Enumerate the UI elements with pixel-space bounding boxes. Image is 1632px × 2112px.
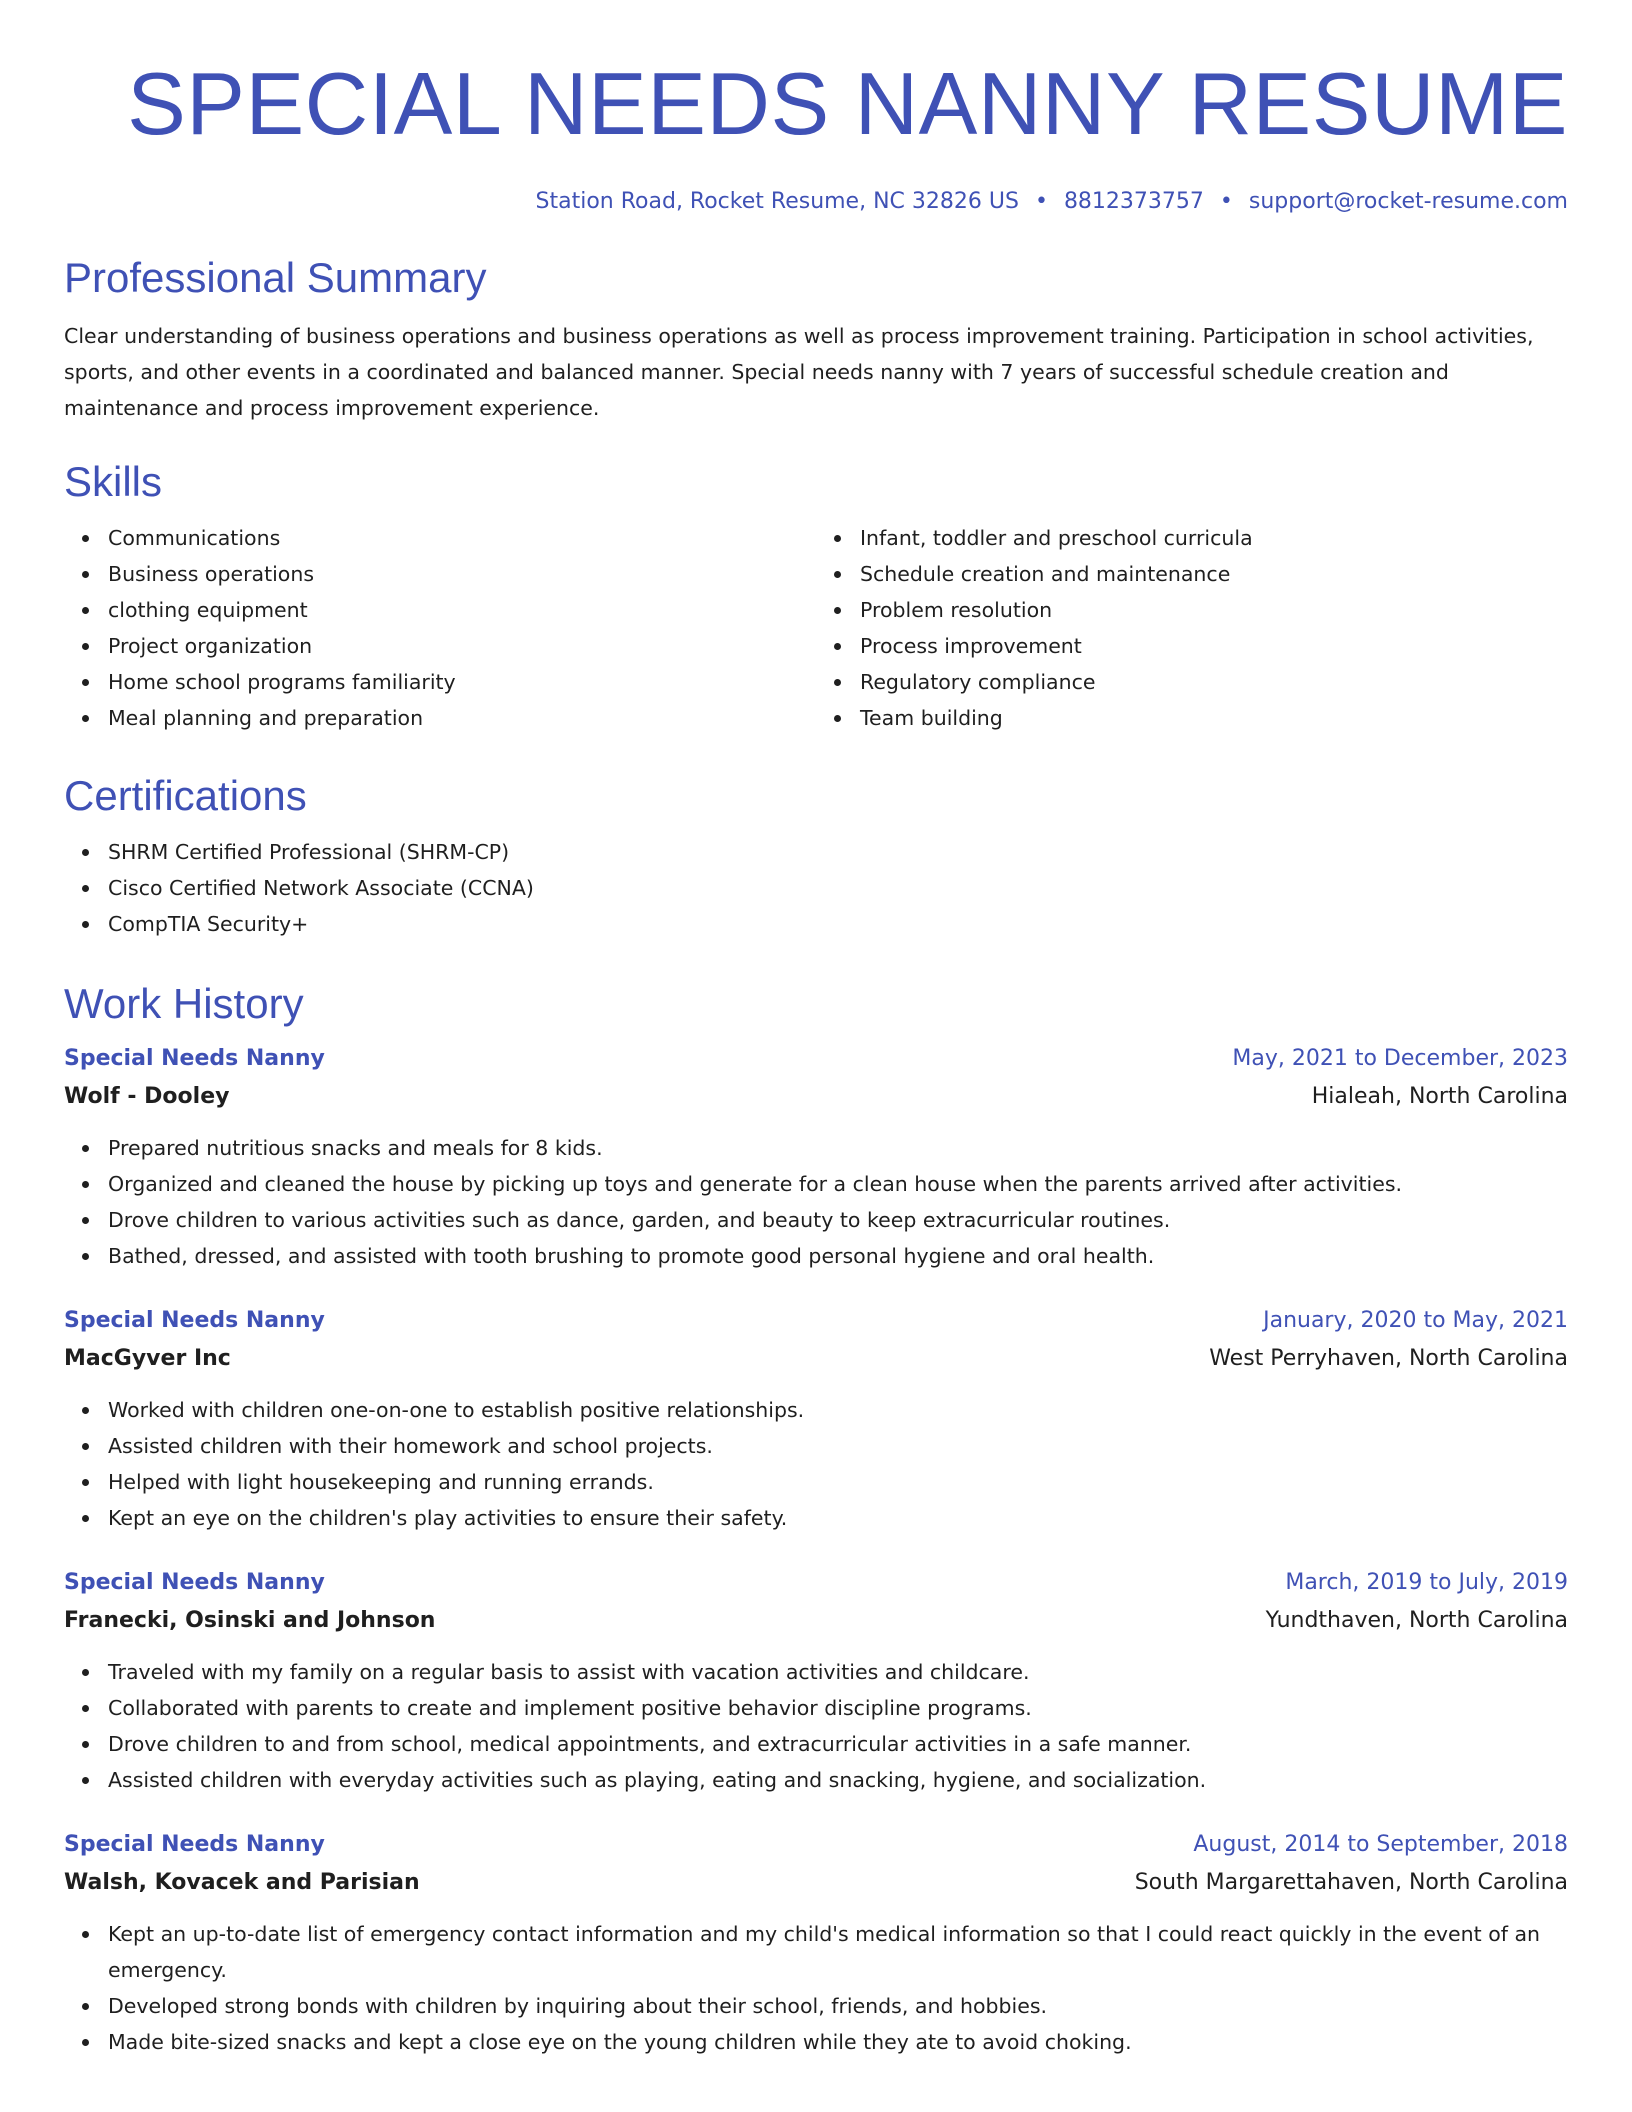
job-location: West Perryhaven, North Carolina: [1209, 1346, 1568, 1371]
job-bullet: Bathed, dressed, and assisted with tooth brushing to promote good personal hygiene and oral health.: [108, 1238, 1568, 1274]
job-company-row: [64, 1602, 1568, 1640]
job-entry: [64, 1564, 1568, 1798]
job-bullet: Drove children to various activities such as dance, garden, and beauty to keep extracurricular routines.: [108, 1202, 1568, 1238]
certifications-heading: Certifications: [64, 772, 307, 819]
job-dates: January, 2020 to May, 2021: [1263, 1308, 1568, 1333]
job-title: Special Needs Nanny: [64, 1570, 325, 1595]
job-entry: [64, 1040, 1568, 1274]
job-title: Special Needs Nanny: [64, 1046, 325, 1071]
skill-item: Meal planning and preparation: [108, 700, 816, 736]
skill-item: Project organization: [108, 628, 816, 664]
skill-item: Business operations: [108, 556, 816, 592]
job-bullets: [64, 1654, 1568, 1798]
job-bullet: Kept an up-to-date list of emergency contact information and my child's medical information so that I could react quickly in the event of an emergency.: [108, 1916, 1568, 1988]
skills-left-list: [64, 520, 816, 736]
certification-item: Cisco Certified Network Associate (CCNA): [108, 870, 1568, 906]
job-bullets: [64, 1130, 1568, 1274]
skill-item: Process improvement: [860, 628, 1568, 664]
job-dates: August, 2014 to September, 2018: [1193, 1832, 1568, 1857]
resume-title: SPECIAL NEEDS NANNY RESUME: [127, 54, 1568, 153]
job-bullet: Collaborated with parents to create and implement positive behavior discipline programs.: [108, 1690, 1568, 1726]
job-dates: March, 2019 to July, 2019: [1285, 1570, 1568, 1595]
skills-columns: [64, 520, 1568, 736]
skill-item: Team building: [860, 700, 1568, 736]
job-bullet: Assisted children with their homework and school projects.: [108, 1428, 1568, 1464]
job-bullet: Kept an eye on the children's play activities to ensure their safety.: [108, 1500, 1568, 1536]
job-entry: [64, 1826, 1568, 2060]
skill-item: Infant, toddler and preschool curricula: [860, 520, 1568, 556]
job-bullet: Traveled with my family on a regular basis to assist with vacation activities and childcare.: [108, 1654, 1568, 1690]
job-entry: [64, 1302, 1568, 1536]
contact-separator: •: [1219, 189, 1233, 214]
job-company: MacGyver Inc: [64, 1346, 231, 1371]
job-location: Yundthaven, North Carolina: [1265, 1608, 1568, 1633]
job-company-row: [64, 1864, 1568, 1902]
resume-header: [64, 0, 1568, 218]
summary-text: Clear understanding of business operations and business operations as well as process improvement training. Participation in school activities, sports, and other events in a coordinated and balanced manner. Special needs nanny with 7 years of successful schedule creation and maintenance and process improvement experience.: [64, 324, 1534, 420]
job-bullet: Developed strong bonds with children by inquiring about their school, friends, and hobbies.: [108, 1988, 1568, 2024]
job-company: Franecki, Osinski and Johnson: [64, 1608, 436, 1633]
job-bullet: Organized and cleaned the house by picking up toys and generate for a clean house when the parents arrived after activities.: [108, 1166, 1568, 1202]
skill-item: Schedule creation and maintenance: [860, 556, 1568, 592]
skill-item: Home school programs familiarity: [108, 664, 816, 700]
job-bullet: Helped with light housekeeping and running errands.: [108, 1464, 1568, 1500]
contact-line: [64, 186, 1568, 218]
certification-item: CompTIA Security+: [108, 906, 1568, 942]
certification-item: SHRM Certified Professional (SHRM-CP): [108, 834, 1568, 870]
contact-phone: 8812373757: [1063, 189, 1204, 214]
job-bullet: Made bite-sized snacks and kept a close eye on the young children while they ate to avoid choking.: [108, 2024, 1568, 2060]
skills-heading: Skills: [64, 458, 163, 505]
job-title: Special Needs Nanny: [64, 1308, 325, 1333]
job-header-row: [64, 1040, 1568, 1078]
job-bullet: Prepared nutritious snacks and meals for 8 kids.: [108, 1130, 1568, 1166]
job-header-row: [64, 1564, 1568, 1602]
summary-heading: Professional Summary: [64, 254, 487, 301]
skill-item: Regulatory compliance: [860, 664, 1568, 700]
job-title: Special Needs Nanny: [64, 1832, 325, 1857]
skill-item: clothing equipment: [108, 592, 816, 628]
resume-page: [64, 0, 1568, 2060]
skill-item: Communications: [108, 520, 816, 556]
job-company-row: [64, 1078, 1568, 1116]
job-dates: May, 2021 to December, 2023: [1232, 1046, 1568, 1071]
skill-item: Problem resolution: [860, 592, 1568, 628]
job-bullet: Assisted children with everyday activities such as playing, eating and snacking, hygiene, and socialization.: [108, 1762, 1568, 1798]
job-bullets: [64, 1916, 1568, 2060]
contact-separator: •: [1034, 189, 1048, 214]
certifications-list: [64, 834, 1568, 942]
job-header-row: [64, 1302, 1568, 1340]
skills-right-list: [816, 520, 1568, 736]
contact-address: Station Road, Rocket Resume, NC 32826 US: [535, 189, 1019, 214]
job-location: Hialeah, North Carolina: [1311, 1084, 1568, 1109]
job-location: South Margarettahaven, North Carolina: [1134, 1870, 1568, 1895]
job-bullets: [64, 1392, 1568, 1536]
job-company: Walsh, Kovacek and Parisian: [64, 1870, 420, 1895]
work-history-heading: Work History: [64, 980, 304, 1027]
contact-email[interactable]: support@rocket-resume.com: [1248, 189, 1568, 214]
job-company: Wolf - Dooley: [64, 1084, 230, 1109]
job-bullet: Worked with children one-on-one to establish positive relationships.: [108, 1392, 1568, 1428]
job-company-row: [64, 1340, 1568, 1378]
job-bullet: Drove children to and from school, medical appointments, and extracurricular activities in a safe manner.: [108, 1726, 1568, 1762]
job-header-row: [64, 1826, 1568, 1864]
